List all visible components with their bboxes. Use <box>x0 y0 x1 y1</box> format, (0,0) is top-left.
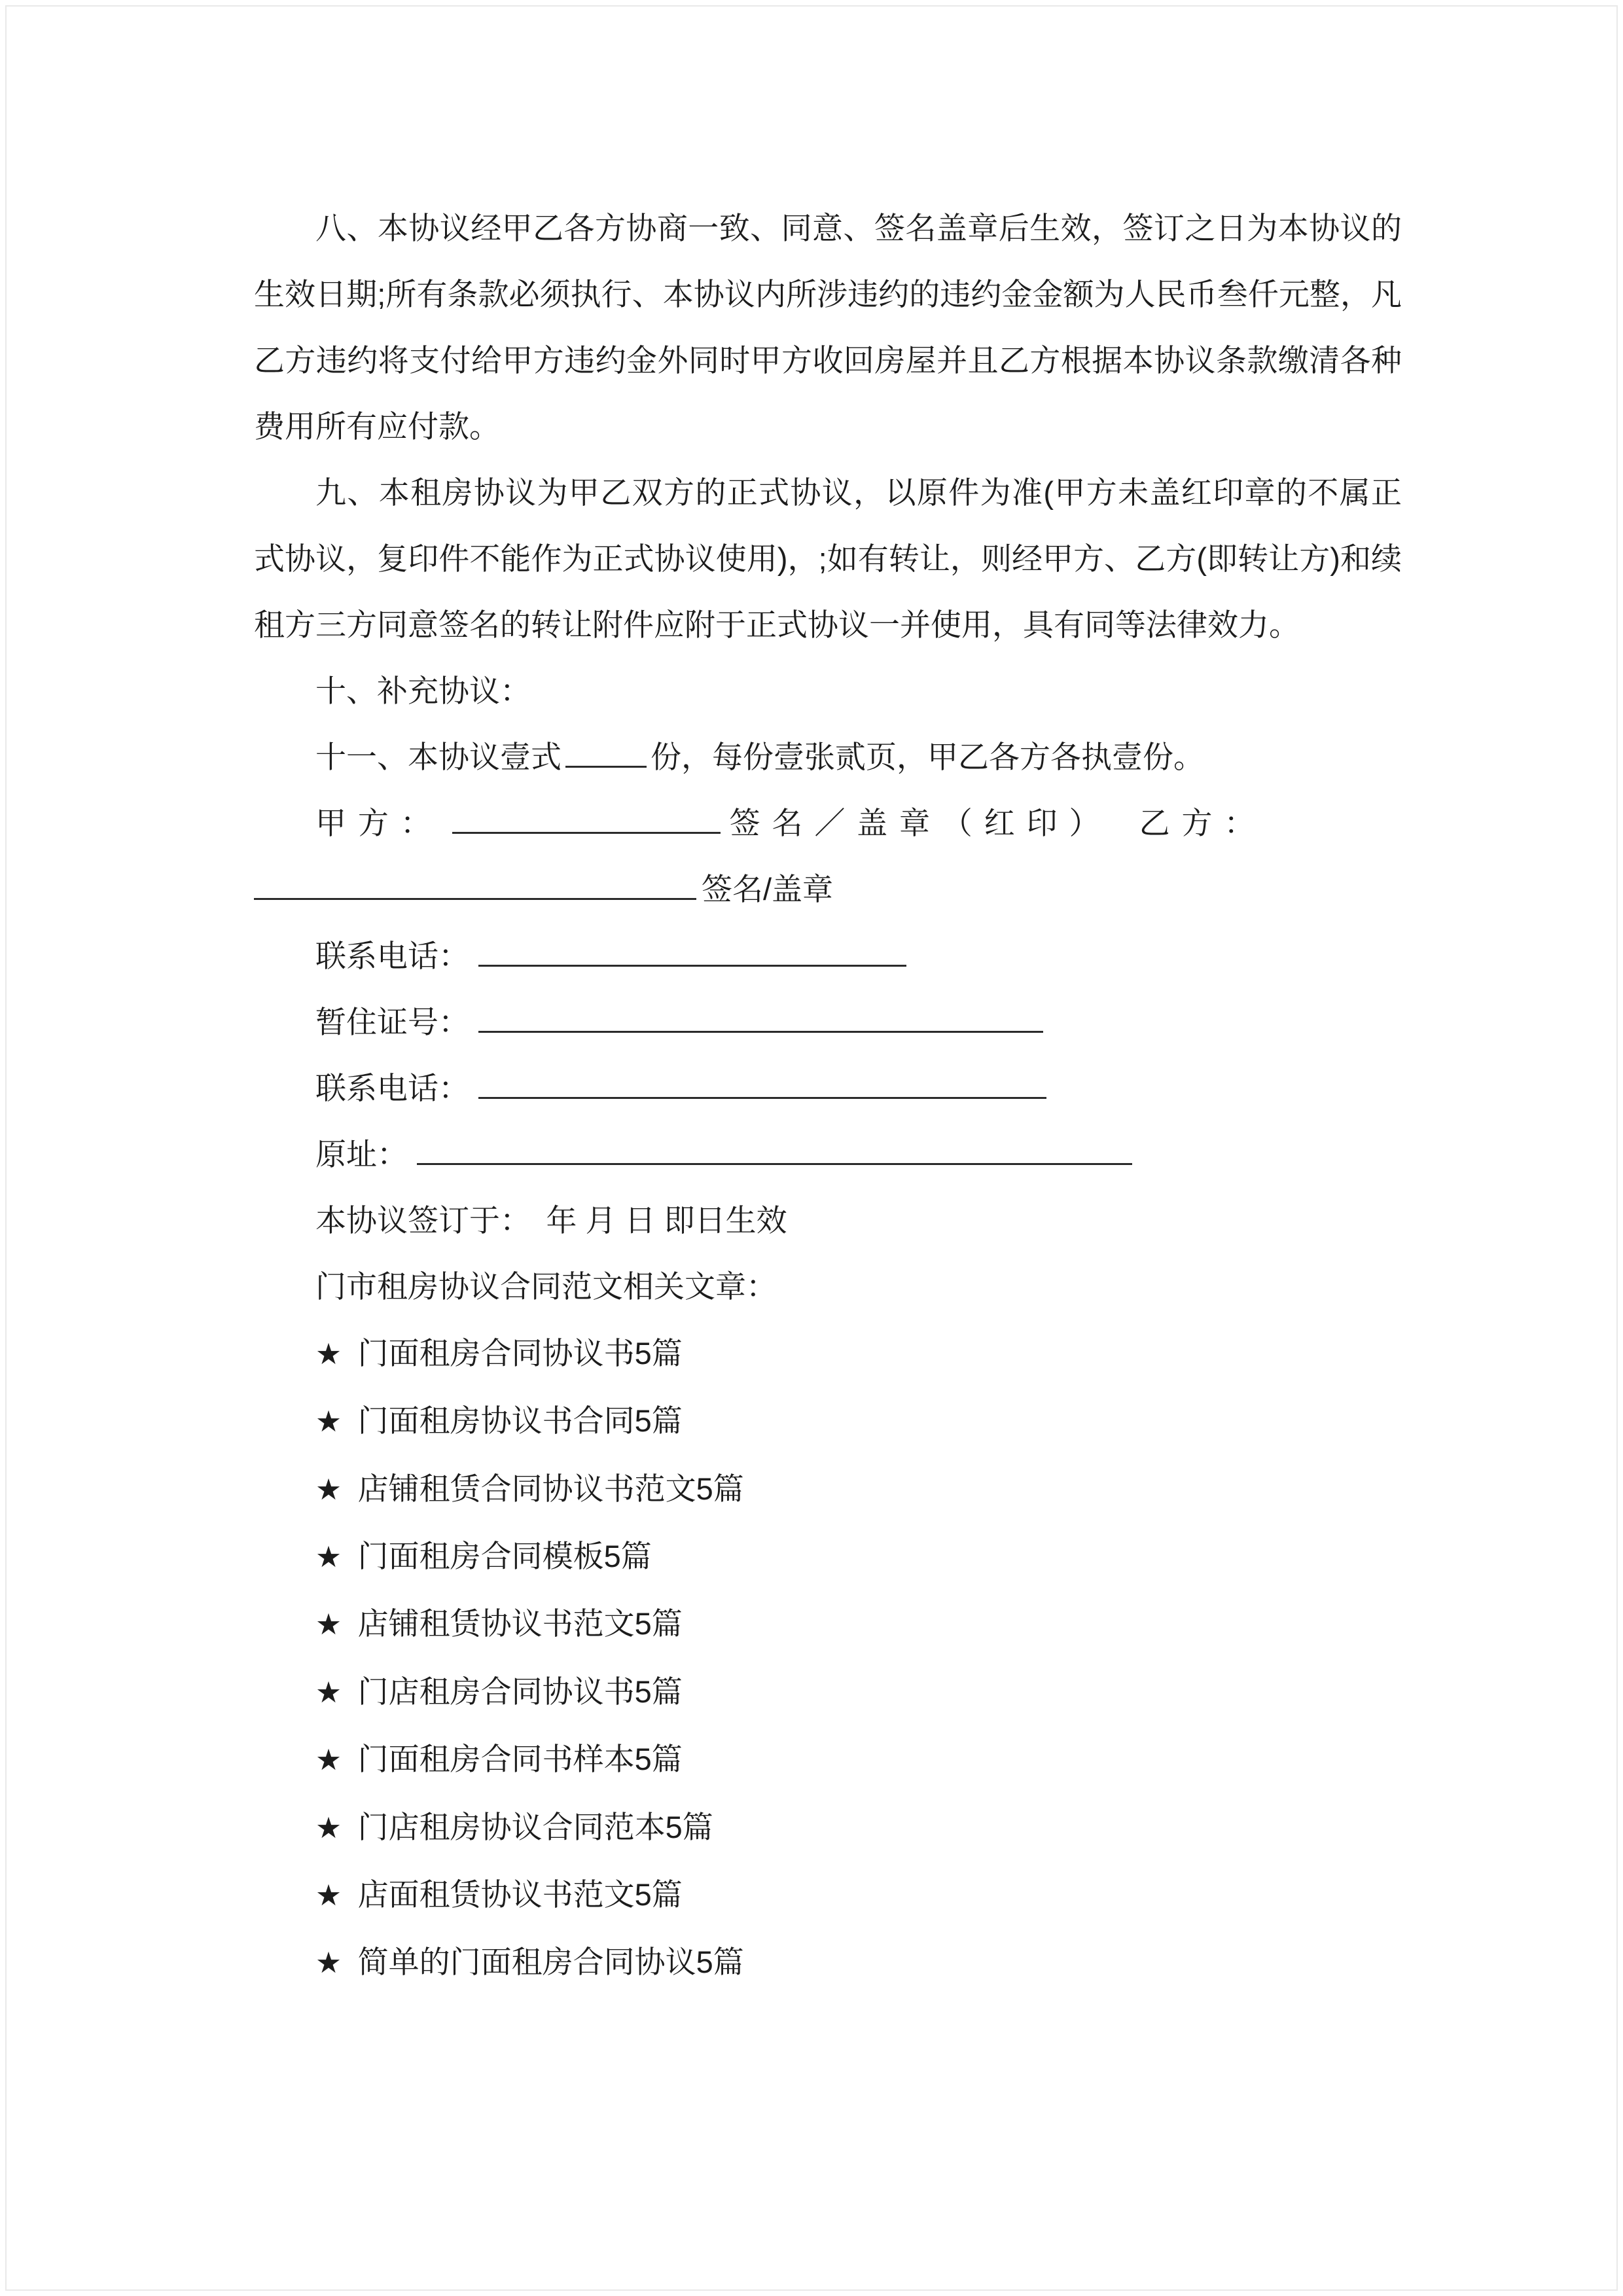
party-signature-line <box>315 790 1402 856</box>
clause-11-suffix: 份，每份壹张贰页，甲乙各方各执壹份。 <box>651 740 1204 775</box>
clause-10-supplement: 十、补充协议： <box>315 673 531 709</box>
field-phone-1 <box>315 923 1402 989</box>
clause-11-prefix: 十一、本协议壹式 <box>315 740 562 775</box>
party-a-name-blank <box>452 805 721 834</box>
star-icon: ★ <box>315 1812 342 1844</box>
star-icon: ★ <box>315 1406 342 1439</box>
clause-9: 九、本租房协议为甲乙双方的正式协议，以原件为准(甲方未盖红印章的不属正式协议，复印件不能作为正式协议使用)，;如有转让，则经甲方、乙方(即转让方)和续租方三方同意签名的转让附件应附于正式协议一并使用，具有同等法律效力。 <box>254 475 1402 643</box>
signing-date-line: 本协议签订于： 年 月 日 即日生效 <box>315 1202 787 1238</box>
star-icon: ★ <box>315 1744 342 1777</box>
related-article-text: 门面租房合同模板5篇 <box>357 1538 652 1573</box>
related-article-item <box>315 1861 1402 1928</box>
related-article-text: 门面租房协议书合同5篇 <box>357 1403 683 1439</box>
related-article-text: 店面租赁协议书范文5篇 <box>357 1876 683 1912</box>
related-article-item <box>315 1455 1402 1522</box>
related-articles-heading: 门市租房协议合同范文相关文章： <box>315 1268 777 1304</box>
star-icon: ★ <box>315 1947 342 1980</box>
field-phone-2 <box>315 1055 1402 1121</box>
related-article-item <box>315 1793 1402 1861</box>
field-original-address <box>315 1121 1402 1187</box>
field-phone-1-blank <box>478 937 906 967</box>
party-a-label: 甲方： <box>315 806 443 841</box>
related-article-item <box>315 1387 1402 1454</box>
party-b-name-blank <box>254 871 696 901</box>
field-phone-1-label: 联系电话： <box>315 938 469 973</box>
related-article-item <box>315 1725 1402 1793</box>
related-article-text: 店铺租赁合同协议书范文5篇 <box>357 1471 744 1506</box>
related-article-item <box>315 1319 1402 1387</box>
clause-11-copies <box>254 724 1402 790</box>
field-phone-2-label: 联系电话： <box>315 1070 469 1105</box>
field-original-address-label: 原址： <box>315 1136 408 1172</box>
field-original-address-blank <box>417 1136 1132 1165</box>
related-article-item <box>315 1658 1402 1725</box>
field-residence-permit-label: 暂住证号： <box>315 1004 469 1039</box>
related-article-text: 门店租房合同协议书5篇 <box>357 1674 683 1709</box>
sign-seal-redseal-label: 签名／盖章（红印） <box>729 806 1112 841</box>
party-b-signature-line <box>254 856 1402 922</box>
contract-body <box>254 195 1402 1996</box>
related-article-item <box>315 1522 1402 1590</box>
star-icon: ★ <box>315 1541 342 1573</box>
related-article-text: 门面租房合同书样本5篇 <box>357 1742 683 1777</box>
related-articles-list <box>254 1319 1402 1996</box>
clause-8: 八、本协议经甲乙各方协商一致、同意、签名盖章后生效，签订之日为本协议的生效日期;所有条款必须执行、本协议内所涉违约的违约金金额为人民币叁仟元整，凡乙方违约将支付给甲方违约金外同时甲方收回房屋并且乙方根据本协议条款缴清各种费用所有应付款。 <box>254 211 1402 444</box>
copies-count-blank <box>565 739 647 768</box>
sign-seal-label: 签名/盖章 <box>702 872 834 907</box>
related-article-text: 门店租房协议合同范本5篇 <box>357 1809 713 1844</box>
related-article-text: 门面租房合同协议书5篇 <box>357 1335 683 1371</box>
star-icon: ★ <box>315 1676 342 1709</box>
star-icon: ★ <box>315 1338 342 1371</box>
star-icon: ★ <box>315 1473 342 1506</box>
related-article-text: 店铺租赁协议书范文5篇 <box>357 1606 683 1641</box>
field-residence-permit-blank <box>478 1003 1043 1033</box>
star-icon: ★ <box>315 1609 342 1641</box>
related-article-item <box>315 1928 1402 1996</box>
related-article-text: 简单的门面租房合同协议5篇 <box>357 1945 744 1980</box>
field-residence-permit <box>315 989 1402 1055</box>
party-b-label: 乙方： <box>1139 806 1267 841</box>
related-article-item <box>315 1590 1402 1657</box>
star-icon: ★ <box>315 1879 342 1912</box>
field-phone-2-blank <box>478 1069 1046 1099</box>
